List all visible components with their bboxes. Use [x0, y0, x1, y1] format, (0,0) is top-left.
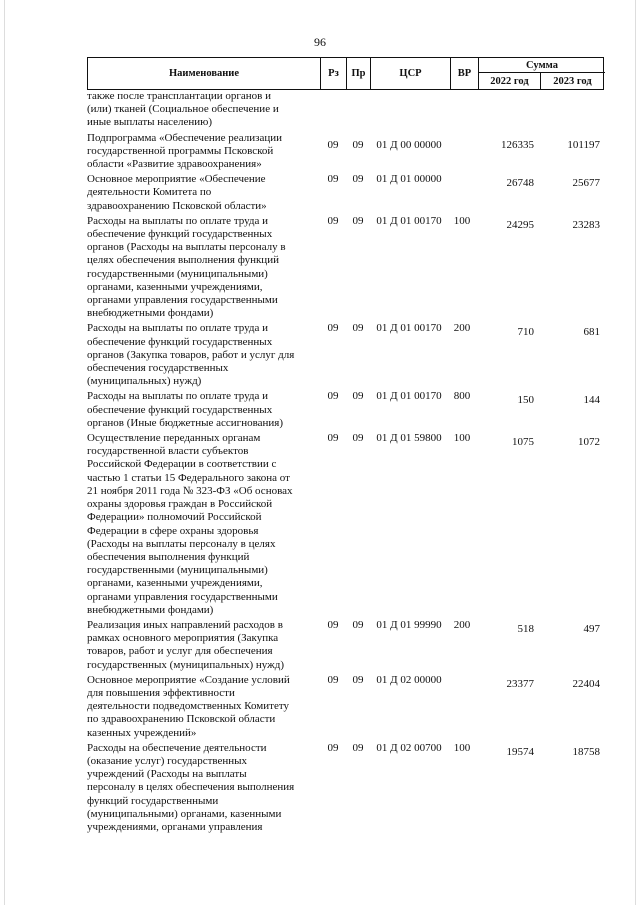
row-sum-2023: 23283 — [572, 218, 600, 231]
row-name: Подпрограмма «Обеспечение реализации государственной программы Псковской области «Развитие здравоохранения» — [87, 131, 282, 171]
row-pr: 09 — [352, 173, 364, 186]
table-row — [87, 215, 604, 321]
row-name: Расходы на выплаты по оплате труда и обеспечение функций государственных органов (Закупка товаров, работ и услуг для обеспечения государственных (муниципальных) нужд) — [87, 322, 295, 388]
row-sum-2023: 18758 — [572, 745, 600, 758]
table-row — [87, 742, 604, 834]
row-sum-2023: 1072 — [578, 436, 600, 449]
row-sum-2022: 710 — [517, 326, 534, 339]
row-sum-2022: 19574 — [506, 745, 534, 758]
row-sum-2023: 144 — [583, 394, 600, 407]
row-sum-2022: 26748 — [506, 177, 534, 190]
row-vr — [448, 132, 476, 139]
row-rz: 09 — [327, 673, 339, 686]
row-pr: 09 — [352, 673, 364, 686]
row-rz: 09 — [327, 432, 339, 445]
row-name: Расходы на выплаты по оплате труда и обеспечение функций государственных органов (Расходы на выплаты персоналу в целях обеспечения выполнения функций государственными (муниципальными) органами, казенными учреждениями, органами управления государственными внебюджетными фондами) — [87, 214, 286, 320]
row-name: Расходы на обеспечение деятельности (оказание услуг) государственных учреждений (Расходы на выплаты персоналу в целях обеспечения выполнения функций государственными (муниципальными) органами, казенными учреждениями, органами управления — [87, 741, 295, 833]
table-row — [87, 619, 604, 672]
table-row — [87, 432, 604, 617]
row-rz: 09 — [327, 618, 339, 631]
page-number: 96 — [314, 35, 326, 49]
header-sum: Сумма — [479, 58, 605, 73]
table-row — [87, 322, 604, 388]
row-sum-2022: 518 — [517, 622, 534, 635]
table-row — [87, 132, 604, 172]
row-vr: 100 — [453, 432, 471, 445]
row-rz: 09 — [327, 138, 339, 151]
row-sum-2022: 24295 — [506, 218, 534, 231]
row-name: Реализация иных направлений расходов в рамках основного мероприятия (Закупка товаров, работ и услуг для обеспечения государственных (муниципальных) нужд) — [87, 618, 284, 671]
row-pr: 09 — [352, 138, 364, 151]
row-csr: 01 Д 02 00000 — [376, 673, 442, 686]
row-name: также после трансплантации органов и (или) тканей (Социальное обеспечение и иные выплаты населению) — [87, 90, 279, 129]
page-edge-left — [4, 0, 5, 905]
row-name: Основное мероприятие «Создание условий для повышения эффективности деятельности подведомственных Комитету по здравоохранению Псковской области казенных учреждений» — [87, 673, 290, 739]
row-csr: 01 Д 01 99990 — [376, 618, 442, 631]
row-csr: 01 Д 01 00170 — [376, 214, 442, 227]
row-pr: 09 — [352, 432, 364, 445]
table-row — [87, 90, 604, 130]
row-vr: 800 — [453, 390, 471, 403]
row-name: Основное мероприятие «Обеспечение деятельности Комитета по здравоохранению Псковской области» — [87, 173, 267, 212]
row-sum-2022: 126335 — [501, 138, 534, 151]
table-row — [87, 674, 604, 740]
row-sum-2023: 25677 — [572, 177, 600, 190]
page-edge-right — [635, 0, 636, 905]
row-rz: 09 — [327, 214, 339, 227]
row-pr: 09 — [352, 390, 364, 403]
row-rz: 09 — [327, 173, 339, 186]
row-sum-2022: 1075 — [512, 436, 534, 449]
row-csr: 01 Д 01 59800 — [376, 432, 442, 445]
header-vr: ВР — [451, 58, 479, 89]
header-year-2022: 2022 год — [479, 73, 541, 90]
row-csr: 01 Д 00 00000 — [376, 138, 442, 151]
row-vr: 200 — [453, 322, 471, 335]
row-sum-2022: 23377 — [506, 677, 534, 690]
table-row — [87, 390, 604, 430]
row-csr: 01 Д 01 00170 — [376, 390, 442, 403]
row-sum-2023: 22404 — [572, 677, 600, 690]
row-csr: 01 Д 01 00000 — [376, 173, 442, 186]
row-csr: 01 Д 01 00170 — [376, 322, 442, 335]
header-csr: ЦСР — [371, 58, 451, 89]
table-body — [87, 90, 604, 836]
header-rz: Рз — [321, 58, 347, 89]
row-rz: 09 — [327, 390, 339, 403]
header-year-2023: 2023 год — [553, 76, 592, 87]
row-pr: 09 — [352, 214, 364, 227]
row-csr: 01 Д 02 00700 — [376, 741, 442, 754]
row-vr: 100 — [453, 214, 471, 227]
row-sum-2023: 101197 — [567, 138, 600, 151]
table-header — [87, 57, 604, 90]
row-rz: 09 — [327, 322, 339, 335]
row-sum-2023: 497 — [583, 622, 600, 635]
row-name: Расходы на выплаты по оплате труда и обеспечение функций государственных органов (Иные бюджетные ассигнования) — [87, 390, 284, 429]
row-pr: 09 — [352, 741, 364, 754]
row-pr: 09 — [352, 618, 364, 631]
row-vr: 200 — [453, 618, 471, 631]
row-pr: 09 — [352, 322, 364, 335]
row-rz: 09 — [327, 741, 339, 754]
row-vr: 100 — [453, 741, 471, 754]
row-sum-2023: 681 — [583, 326, 600, 339]
row-sum-2022: 150 — [517, 394, 534, 407]
table-row — [87, 173, 604, 213]
row-name: Осуществление переданных органам государственной власти субъектов Российской Федерации в соответствии с частью 1 статьи 15 Федерального закона от 21 ноября 2011 года № 323-ФЗ «Об основах охраны здоровья граждан в Российской Федерации» полномочий Российской Федерации в сфере охраны здоровья (Расходы на выплаты персоналу в целях обеспечения выполнения функций государственными (муниципальными) органами, казенными учреждениями, органами управления государственными внебюджетными фондами) — [87, 432, 293, 616]
header-name: Наименование — [88, 58, 321, 89]
header-pr: Пр — [347, 58, 371, 89]
